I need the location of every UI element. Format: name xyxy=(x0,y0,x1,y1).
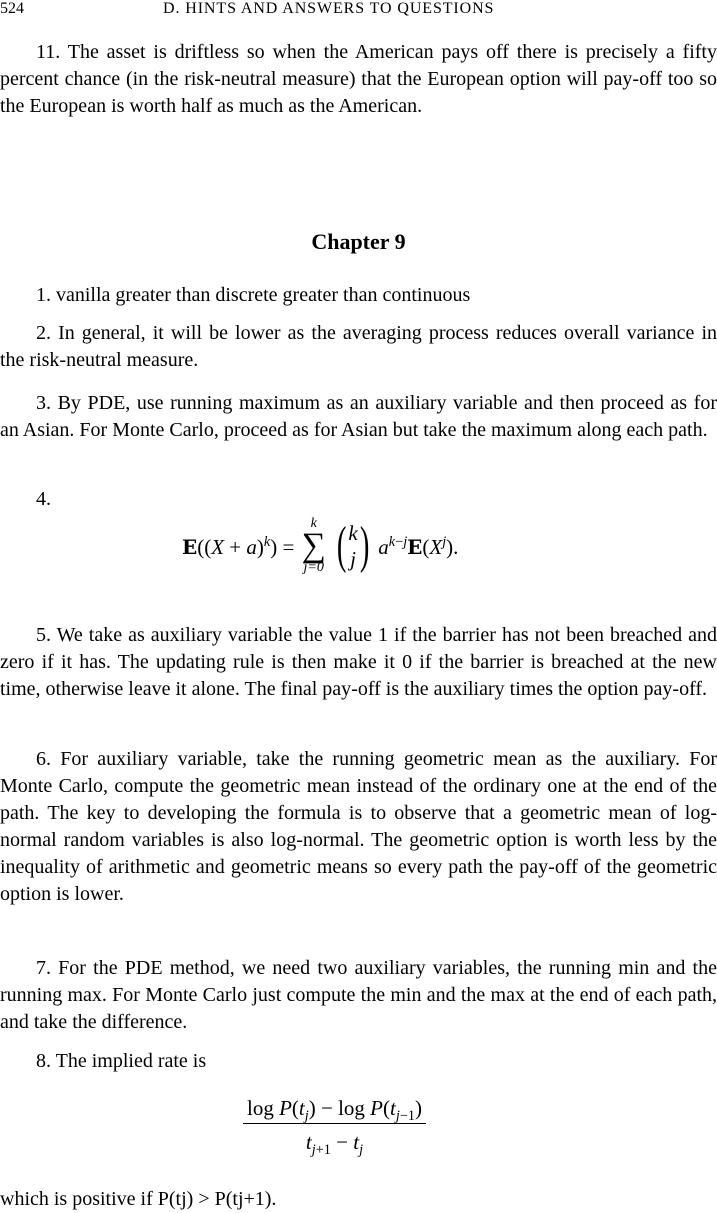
running-header xyxy=(0,0,717,20)
answer-6: 6. For auxiliary variable, take the running geometric mean as the auxiliary. For Monte Carlo, compute the geometric mean instead of the ordinary one at the end of the path. The key to developing the formula is to observe that a geometric mean of log-normal random variables is also log-normal. The geometric option is worth less by the inequality of arithmetic and geometric means so every path the pay-off of the geometric option is lower. xyxy=(0,748,717,905)
answer-1: 1. vanilla greater than discrete greater than continuous xyxy=(36,284,471,306)
answer-2: 2. In general, it will be lower as the averaging process reduces overall variance in the risk-neutral measure. xyxy=(0,322,717,371)
answer-5: 5. We take as auxiliary variable the value 1 if the barrier has not been breached and zero if it has. The updating rule is then make it 0 if the barrier is breached at the new time, otherwise leave it alone. The final pay-off is the auxiliary times the option pay-off. xyxy=(0,624,717,700)
answer-3: 3. By PDE, use running maximum as an auxiliary variable and then proceed as for an Asian. For Monte Carlo, proceed as for Asian but take the maximum along each path. xyxy=(0,392,717,441)
answer-8-conclusion-text: which is positive if P(tj) > P(tj+1). xyxy=(0,1188,277,1210)
answer-4-label: 4. xyxy=(36,488,51,510)
chapter-heading: Chapter 9 xyxy=(311,229,406,254)
book-page: 524 D. HINTS AND ANSWERS TO QUESTIONS 11. The asset is driftless so when the American pays off there is precisely a fifty percent chance (in the risk-neutral measure) that the European option will pay-off too so the European is worth half as much as the American. Chapter 9 1. vanilla greater than discrete greater than continuous 2. In general, it will be lower as the averaging process reduces overall variance in the risk-neutral measure. 3. By PDE, use running maximum as an auxiliary variable and then proceed as for an Asian. For Monte Carlo, proceed as for Asian but take the maximum along each path. 4. $E((X + a)^k)$ = k ∑ j=0 ( k j ) $a^{k-j}E(X^j)$. 5. We take as auxiliary variable the value 1 if the barrier has not been breached and zero if it has. The updating rule is then make it 0 if the barrier is breached at the new time, otherwise leave it alone. The final pay-off is the auxiliary times the option pay-off. 6. For auxiliary variable, take the running geometric mean as the auxiliary. For Monte Carlo, compute the geometric mean instead of the ordinary one at the end of the path. The key to developing the formula is to observe that a geometric mean of log-normal random variables is also log-normal. The geometric option is worth less by the inequality of arithmetic and geometric means so every path the pay-off of the geometric option is lower. 7. For the PDE method, we need two auxiliary variables, the running min and the running max. For Monte Carlo just compute the min and the max at the end of each path, and take the difference. 8. The implied rate is $\frac{\log P(t_j) - \log P(t_{j-1})}{t_{j+1} - t_j}$ which is positive if P(tj) > P(tj+1). xyxy=(0,0,717,1211)
page-number: 524 xyxy=(0,0,24,17)
answer-11: 11. The asset is driftless so when the American pays off there is precisely a fifty percent chance (in the risk-neutral measure) that the European option will pay-off too so the European is worth half as much as the American. xyxy=(0,41,717,117)
answer-8: 8. The implied rate is xyxy=(36,1050,207,1072)
running-header-title: D. HINTS AND ANSWERS TO QUESTIONS xyxy=(163,0,495,17)
answer-7: 7. For the PDE method, we need two auxiliary variables, the running min and the running max. For Monte Carlo just compute the min and the max at the end of each path, and take the difference. xyxy=(0,957,717,1033)
answer-8-conclusion xyxy=(0,1186,717,1213)
